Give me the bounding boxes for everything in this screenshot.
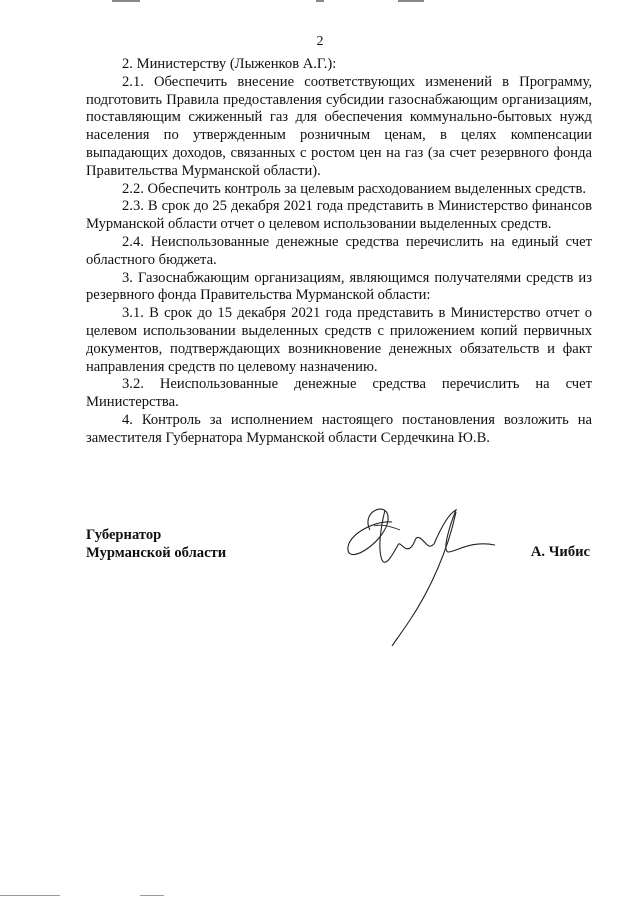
paragraph-2-1: 2.1. Обеспечить внесение соответствующих изменений в Программу, подготовить Правила предоставления субсидии газоснабжающим организациям, поставляющим сжиженный газ для обеспечения коммунально-бытовых нужд населения по утвержденным розничным ценам, в целях компенсации выпадающих доходов, связанных с ростом цен на газ (за счет резервного фонда Правительства Мурманской области).: [86, 73, 592, 179]
scan-bottom-mark: [140, 895, 164, 896]
paragraph-3-1: 3.1. В срок до 15 декабря 2021 года представить в Министерство отчет о целевом использовании выделенных средств с приложением копий первичных документов, подтверждающих возникновение денежных обязательств и факт направления средств по целевому назначению.: [86, 305, 592, 375]
paragraph-4: 4. Контроль за исполнением настоящего постановления возложить на заместителя Губернатора Мурманской области Сердечкина Ю.В.: [86, 411, 592, 446]
paragraph-2-3: 2.3. В срок до 25 декабря 2021 года представить в Министерство финансов Мурманской области отчет о целевом использовании выделенных средств.: [86, 198, 592, 233]
paragraph-2: 2. Министерству (Лыженков А.Г.):: [122, 56, 337, 72]
scan-bottom-mark: [0, 895, 60, 896]
paragraph-2-2: 2.2. Обеспечить контроль за целевым расходованием выделенных средств.: [122, 180, 587, 197]
paragraph-2-4: 2.4. Неиспользованные денежные средства перечислить на единый счет областного бюджета.: [86, 233, 592, 268]
paragraph-3-2: 3.2. Неиспользованные денежные средства перечислить на счет Министерства.: [86, 376, 592, 411]
signatory-title-line1: Губернатор: [86, 527, 162, 543]
signatory-title-line2: Мурманской области: [86, 545, 227, 561]
paragraph-3: 3. Газоснабжающим организациям, являющимся получателями средств из резервного фонда Правительства Мурманской области:: [86, 269, 592, 304]
handwritten-signature: [330, 490, 500, 650]
page-number: 2: [316, 34, 324, 49]
signatory-title: [86, 526, 226, 562]
signatory-name: А. Чибис: [530, 544, 590, 560]
